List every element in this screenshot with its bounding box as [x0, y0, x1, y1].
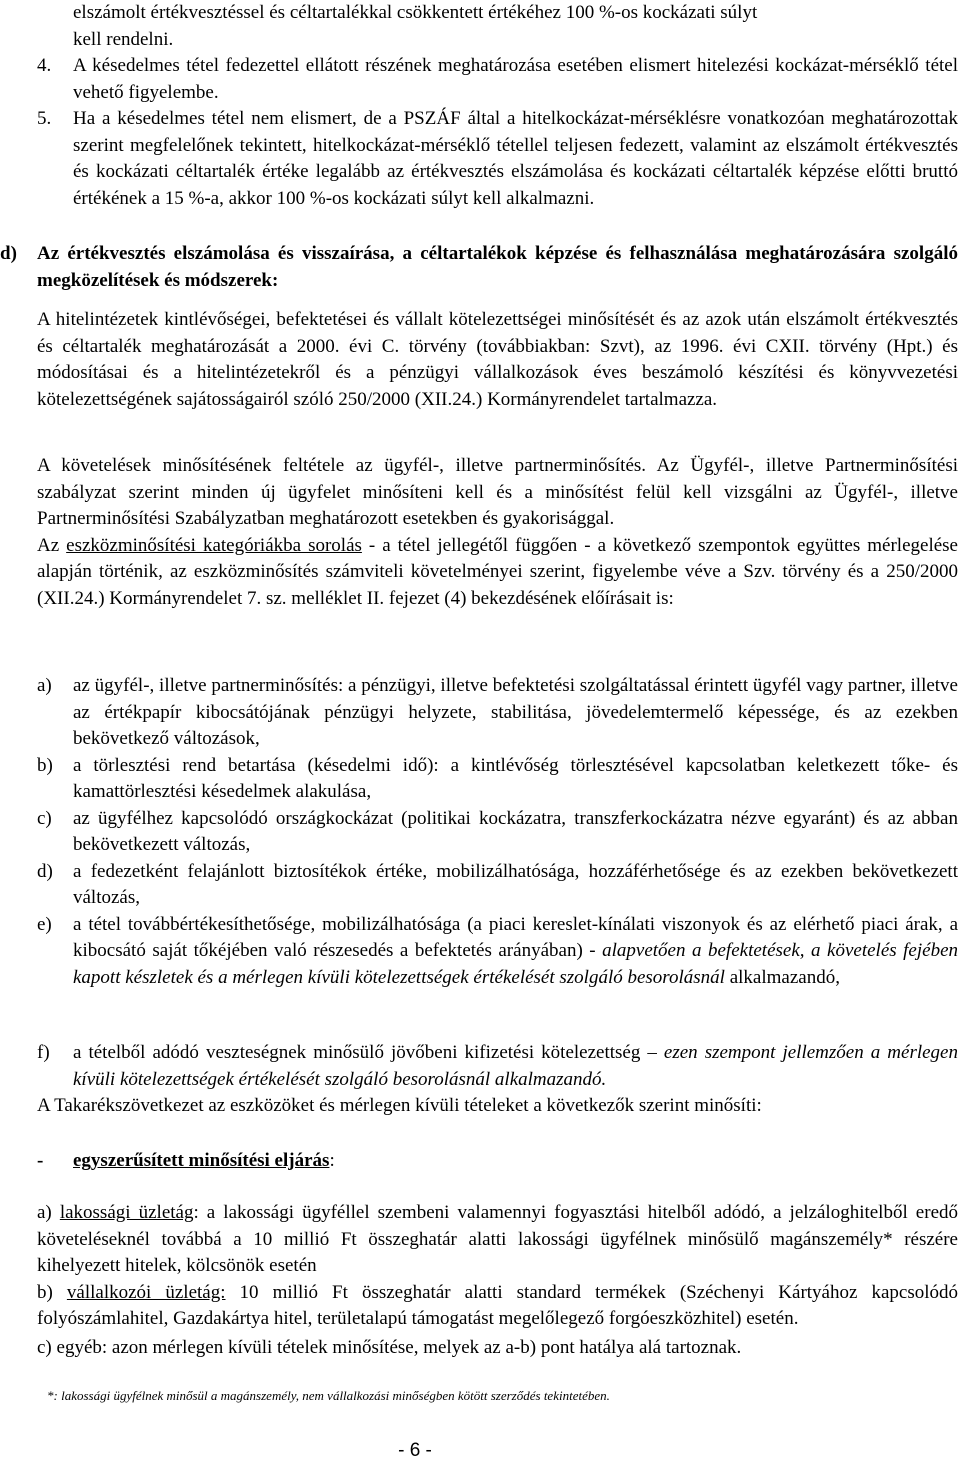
- point-4: 4. A késedelmes tétel fedezettel ellátott részének meghatározása esetében elismert hitelezési kockázat-mérséklő tétel vehető figyelembe.: [37, 55, 958, 103]
- continued-text: elszámolt értékvesztéssel és céltartalékkal csökkentett értékéhez 100 %-os kockázati súlyt kell rendelni.: [73, 2, 758, 50]
- page-number: - 6 -: [398, 1440, 432, 1461]
- business-line-c: c) egyéb: azon mérlegen kívüli tételek minősítése, melyek az a-b) pont hatálya alá tartoznak.: [37, 1336, 742, 1358]
- business-line-b: b) vállalkozói üzletág: 10 millió Ft összeghatár alatti standard termékek (Széchenyi Kártyához kapcsolódó folyószámlahitel, Gazdakártya hitel, területalapú támogatást megelőlegező forgóeszközhitel) esetén.: [37, 1281, 959, 1329]
- asset-classification-link-text: eszközminősítési kategóriákba sorolás: [66, 534, 362, 556]
- criterion-c: c) az ügyfélhez kapcsolódó országkockázat (politikai kockázatra, transzferkockázatra nézve egyaránt) és az abban bekövetkezett változás,: [37, 807, 958, 855]
- paragraph-3: Az eszközminősítési kategóriákba sorolás - a tétel jellegétől függően - a következő szempontok együttes mérlegelése alapján történik, az eszközminősítés számviteli követelményei szerint, figyelembe véve a Szv. törvény és a 250/2000 (XII.24.) Kormányrendelet 7. sz. melléklet II. fejezet (4) bekezdésének előírásait is:: [37, 534, 958, 609]
- criterion-a: a) az ügyfél-, illetve partnerminősítés: a pénzügyi, illetve befektetési szolgáltatással érintett ügyfél vagy partner, illetve az értékpapír kibocsátójának pénzügyi helyzete, stabilitása, jövedelemtermelő képessége, és az ezekben bekövetkező változások,: [37, 675, 958, 749]
- point-5: 5. Ha a késedelmes tétel nem elismert, de a PSZÁF által a hitelkockázat-mérséklésre vonatkozóan meghatározottak szerint megfelelőnek tekintett, hitelkockázat-mérséklő tétellel teljesen fedezett, valamint az elszámolt értékvesztés és kockázati céltartalék értéke legalább az értékvesztés elszámolása és kockázati céltartalék képzése előtti bruttó értékének a 15 %-a, akkor 100 %-os kockázati súlyt kell alkalmazni.: [37, 108, 958, 209]
- criterion-d: d) a fedezetként felajánlott biztosítékok értéke, mobilizálhatósága, hozzáférhetősége és az ezekben bekövetkezett változás,: [37, 860, 958, 908]
- simplified-procedure-heading: - egyszerűsített minősítési eljárás:: [37, 1150, 335, 1171]
- section-d-heading: d) Az értékvesztés elszámolása és visszaírása, a céltartalékok képzése és felhasználása meghatározására szolgáló megközelítések és módszerek:: [0, 243, 958, 291]
- footnote: *: lakossági ügyfélnek minősül a magánszemély, nem vállalkozási minőségben kötött szerződés tekintetében.: [47, 1388, 610, 1403]
- criterion-f: f) a tételből adódó veszteségnek minősülő jövőbeni kifizetési kötelezettség – ezen szempont jellemzően a mérlegen kívüli kötelezettségek értékelését szolgáló besorolásnál alkalmazandó.: [37, 1042, 958, 1090]
- paragraph-4: A Takarékszövetkezet az eszközöket és mérlegen kívüli tételeket a következők szerint minősíti:: [37, 1095, 762, 1116]
- paragraph-1: A hitelintézetek kintlévőségei, befektetései és vállalt kötelezettségei minősítését és az azok után elszámolt értékvesztés és céltartalék meghatározását a 2000. évi C. törvény (továbbiakban: Szvt), az 1996. évi CXII. törvény (Hpt.) és módosításai és a hitelintézetekről és a pénzügyi vállalkozások éves beszámoló készítési és könyvvezetési kötelezettségének sajátosságairól szóló 250/2000 (XII.24.) Kormányrendelet tartalmazza.: [37, 309, 958, 410]
- criterion-e: e) a tétel továbbértékesíthetősége, mobilizálhatósága (a piaci kereslet-kínálati viszonyok és az elérhető piaci árak, a kibocsátó saját tőkéjében való részesedés a befektetés arányában) - alapvetően a befektetések, a követelés fejében kapott készletek és a mérlegen kívüli kötelezettségek értékelését szolgáló besorolásnál alkalmazandó,: [37, 913, 959, 988]
- business-line-a: a) lakossági üzletág: a lakossági ügyféllel szembeni valamennyi fogyasztási hitelből adódó, a jelzáloghitelből eredő követeléseknél továbbá a 10 millió Ft összeghatár alatti lakossági ügyfélnek minősülő magánszemély* részére kihelyezett hitelek, kölcsönök esetén: [37, 1202, 958, 1276]
- criterion-b: b) a törlesztési rend betartása (késedelmi idő): a kintlévőség törlesztésével kapcsolatban keletkezett tőke- és kamattörlesztési késedelmek alakulása,: [37, 754, 958, 802]
- paragraph-2: A követelések minősítésének feltétele az ügyfél-, illetve partnerminősítés. Az Ügyfél-, illetve Partnerminősítési szabályzat szerint minden új ügyfelet minősíteni kell és a minősítést felül kell vizsgálni az Ügyfél-, illetve Partnerminősítési Szabályzatban meghatározott esetekben és gyakorisággal.: [37, 455, 958, 529]
